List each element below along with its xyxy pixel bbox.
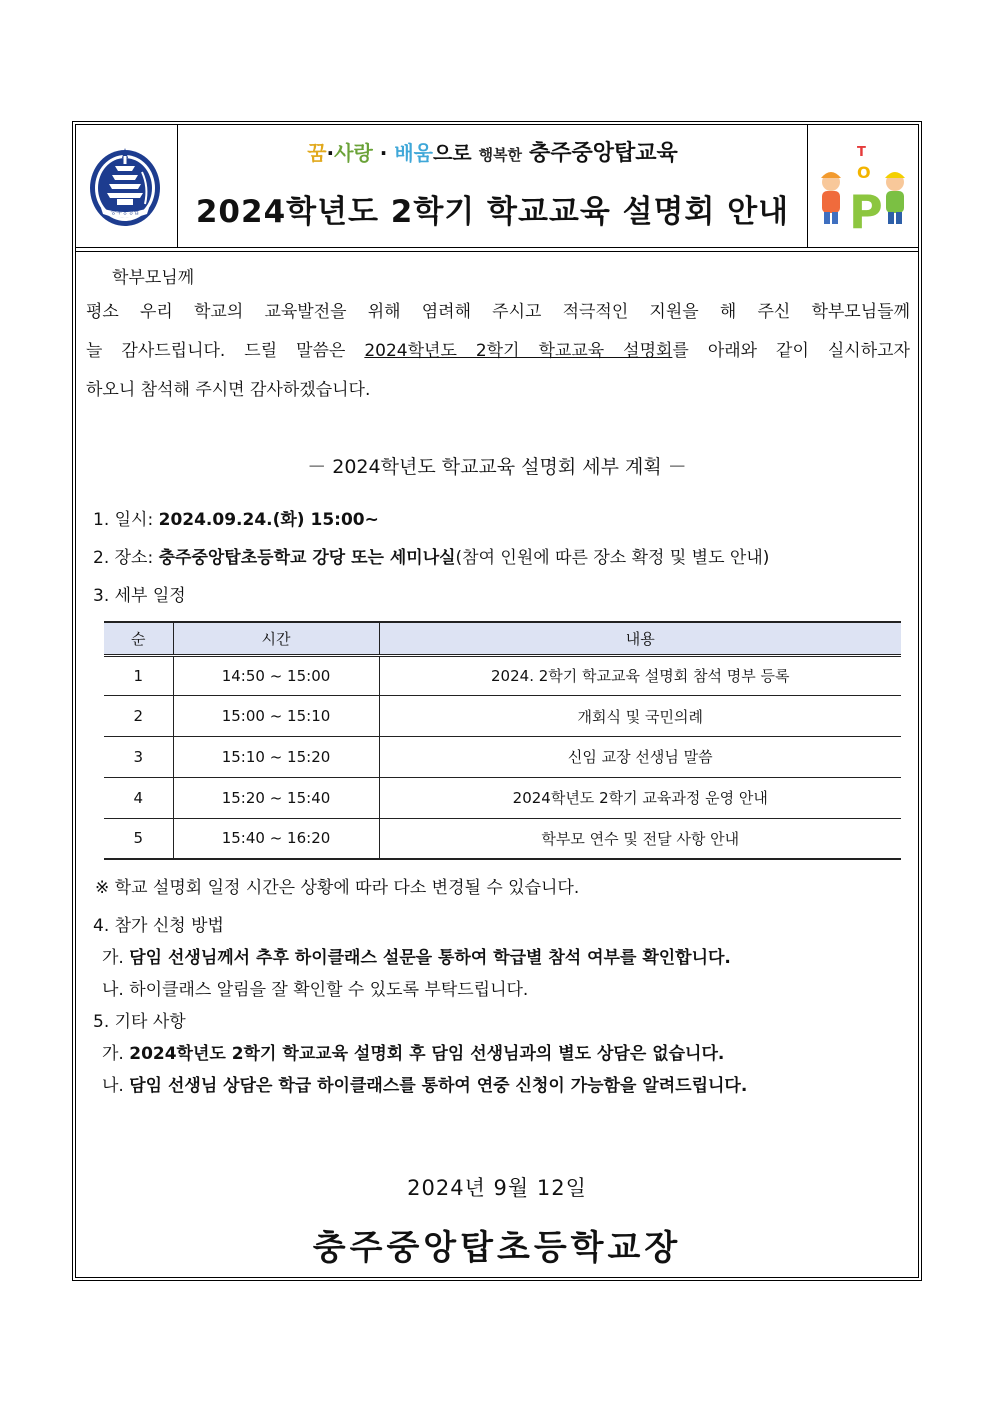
item-label: 2. 장소: — [93, 548, 159, 568]
item-schedule: 3. 세부 일정 — [93, 586, 186, 606]
intro-text: 늘 감사드립니다. 드릴 말씀은 — [86, 341, 365, 361]
cell-time: 15:20 ~ 15:40 — [173, 777, 379, 818]
item-datetime — [93, 505, 379, 530]
cell-no: 1 — [104, 655, 173, 696]
document-title: 2024학년도 2학기 학교교육 설명회 안내 — [195, 194, 790, 230]
slogan-word-love: 사랑 — [334, 141, 373, 165]
item-place — [93, 543, 769, 568]
slogan-particle: 으로 — [432, 141, 472, 165]
cell-no: 2 — [104, 696, 173, 737]
item-text: 담임 선생님께서 추후 하이클래스 설문을 통하여 학급별 참석 여부를 확인합니다. — [129, 948, 731, 968]
cell-time: 15:10 ~ 15:20 — [173, 737, 379, 778]
etc-heading: 5. 기타 사항 — [93, 1012, 186, 1032]
cell-content: 2024학년도 2학기 교육과정 운영 안내 — [379, 777, 901, 818]
slogan-word-dream: 꿈 — [307, 141, 327, 165]
item-note: (참여 인원에 따른 장소 확정 및 별도 안내) — [455, 548, 770, 568]
column-header-no: 순 — [104, 622, 173, 655]
item-value: 충주중앙탑초등학교 강당 또는 세미나실 — [158, 548, 456, 568]
item-label: 1. 일시: — [93, 510, 159, 530]
column-header-time: 시간 — [173, 622, 379, 655]
document-date: 2024년 9월 12일 — [407, 1176, 587, 1200]
mascot-letter-t: T — [857, 145, 866, 160]
table-row — [104, 737, 901, 778]
cell-time: 14:50 ~ 15:00 — [173, 655, 379, 696]
cell-no: 4 — [104, 777, 173, 818]
table-row — [104, 818, 901, 859]
slogan-dot: · — [326, 141, 335, 165]
etc-item-b — [102, 1071, 747, 1096]
item-prefix: 나. — [102, 1076, 130, 1096]
school-logo-icon — [87, 142, 163, 230]
slogan-dot: · — [372, 141, 388, 165]
column-header-content: 내용 — [379, 622, 901, 655]
intro-line-1: 평소 우리 학교의 교육발전을 위해 염려해 주시고 적극적인 지원을 해 주신 학부모님들께 — [86, 302, 910, 322]
item-prefix: 가. — [102, 948, 130, 968]
greeting: 학부모님께 — [112, 268, 195, 288]
mascot-letter-o: O — [857, 163, 871, 182]
apply-item-a — [102, 943, 731, 968]
item-value: 2024.09.24.(화) 15:00~ — [158, 510, 379, 530]
header-divider-right — [807, 124, 808, 247]
apply-item-b: 나. 하이클래스 알림을 잘 확인할 수 있도록 부탁드립니다. — [102, 980, 529, 1000]
table-row — [104, 777, 901, 818]
table-row — [104, 696, 901, 737]
schedule-note: ※ 학교 설명회 일정 시간은 상황에 따라 다소 변경될 수 있습니다. — [95, 878, 580, 898]
slogan-small: 행복한 — [478, 146, 523, 164]
table-row — [104, 655, 901, 696]
header-double-line — [75, 251, 919, 252]
signer: 충주중앙탑초등학교장 — [312, 1228, 682, 1268]
plan-title: － 2024학년도 학교교육 설명회 세부 계획 － — [307, 456, 687, 478]
cell-no: 5 — [104, 818, 173, 859]
intro-line-3: 하오니 참석해 주시면 감사하겠습니다. — [86, 380, 371, 400]
apply-heading: 4. 참가 신청 방법 — [93, 916, 224, 936]
intro-text: 를 아래와 같이 실시하고자 — [672, 341, 910, 361]
slogan-word-learning: 배움 — [394, 141, 433, 165]
item-prefix: 가. — [102, 1044, 130, 1064]
schedule-table — [104, 621, 901, 860]
mascot-letter-p: P — [849, 185, 883, 232]
cell-content: 개회식 및 국민의례 — [379, 696, 901, 737]
intro-emphasis: 2024학년도 2학기 학교교육 설명회 — [364, 341, 673, 361]
logo-text: 충주중앙탑 — [110, 209, 140, 216]
cell-content: 2024. 2학기 학교교육 설명회 참석 명부 등록 — [379, 655, 901, 696]
cell-content: 신임 교장 선생님 말씀 — [379, 737, 901, 778]
cell-content: 학부모 연수 및 전달 사항 안내 — [379, 818, 901, 859]
item-text: 담임 선생님 상담은 학급 하이클래스를 통하여 연중 신청이 가능함을 알려드립니다. — [129, 1076, 748, 1096]
top-mascot-icon — [813, 142, 913, 232]
item-text: 2024학년도 2학기 학교교육 설명회 후 담임 선생님과의 별도 상담은 없습니다. — [129, 1044, 725, 1064]
cell-time: 15:00 ~ 15:10 — [173, 696, 379, 737]
cell-no: 3 — [104, 737, 173, 778]
intro-line-2 — [86, 332, 910, 371]
header-box — [75, 124, 919, 248]
table-header-row — [104, 622, 901, 655]
etc-item-a — [102, 1039, 724, 1064]
cell-time: 15:40 ~ 16:20 — [173, 818, 379, 859]
slogan-big: 충주중앙탑교육 — [529, 141, 678, 166]
slogan — [178, 136, 807, 167]
